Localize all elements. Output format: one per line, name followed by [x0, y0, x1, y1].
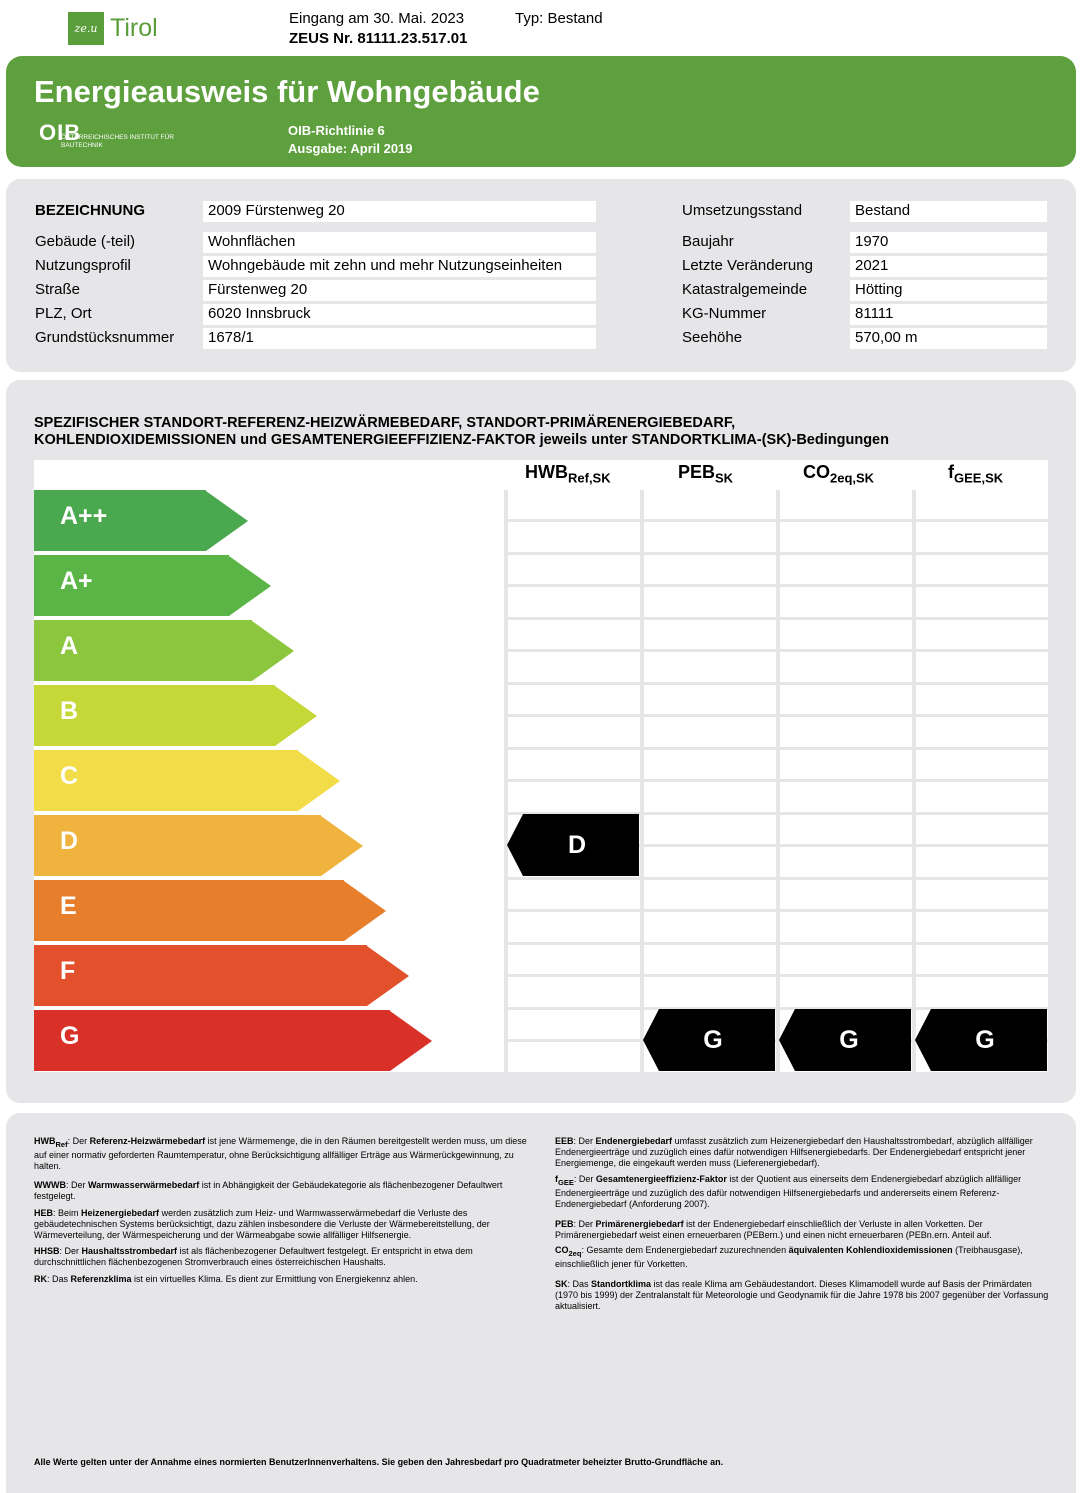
chart-row-divider — [504, 714, 1048, 717]
rating-marker — [643, 1009, 775, 1071]
energy-class-label: A — [60, 632, 79, 660]
oib-ausgabe: Ausgabe: April 2019 — [288, 141, 413, 156]
glossary-co2: $CO_{2eq}$: Gesamte dem Endenergiebedarf zuzurechnenden äquivalenten Kohlendioxidemissionen (Treibhausgase), einschließlich jener für Vorketten. — [555, 1245, 1023, 1269]
glossary-wwwb: WWWB: Der Warmwasserwärmebedarf ist in Abhängigkeit der Gebäudekategorie als flächenbezogener Defaultwert festgelegt. — [34, 1180, 503, 1201]
glossary-sk: SK: Das Standortklima ist das reale Klima am Gebäudestandort. Dieses Klimamodell wurde auf Basis der Primärdaten (1970 bis 1999) der Zentralanstalt für Meteorologie und Geodynamik für die Jahre 1978 bis 2007 gegenüber der Vorfassung aktualisiert. — [555, 1279, 1049, 1311]
glossary-highlight: Haushaltsstrombedarf — [81, 1246, 178, 1256]
typ-label: Typ: Bestand — [515, 10, 603, 27]
info-label-right: KG-Nummer — [682, 305, 767, 322]
glossary-term-sub: 2eq — [568, 1248, 582, 1258]
info-label-left: BEZEICHNUNG — [35, 202, 146, 219]
arrow-tip — [206, 491, 248, 551]
oib-richtlinie: OIB-Richtlinie 6 — [288, 123, 385, 138]
chart-row-divider — [504, 779, 1048, 782]
oib-institute-name: ÖSTERREICHISCHES INSTITUT FÜR BAUTECHNIK — [61, 134, 174, 149]
arrow-tip — [344, 881, 386, 941]
rating-marker-label: D — [567, 831, 587, 859]
glossary-term: EEB — [555, 1136, 574, 1146]
glossary-hhsb: HHSB: Der Haushaltsstrombedarf ist als flächenbezogener Defaultwert festgelegt. Er entspricht in etwa dem durchschnittlichen flächenbezogenen Stromverbrauch eines österreichischen Haushalts. — [34, 1246, 473, 1267]
energy-class-label: C — [60, 762, 79, 790]
arrow-body — [34, 945, 367, 1006]
glossary-term: HEB — [34, 1208, 54, 1218]
info-value-left: Fürstenweg 20 — [203, 280, 596, 301]
zeus-number: ZEUS Nr. 81111.23.517.01 — [289, 30, 468, 47]
tirol-logo-mark: ze.u — [68, 12, 104, 45]
chart-row-divider — [504, 682, 1048, 685]
oib-logo: OIB — [39, 120, 82, 145]
glossary-highlight: Referenz-Heizwärmebedarf — [89, 1136, 206, 1146]
glossary-highlight: Endenergiebedarf — [595, 1136, 673, 1146]
energy-class-arrow — [34, 620, 294, 681]
rating-marker-label: G — [839, 1026, 859, 1054]
glossary-term-sub: Ref — [55, 1139, 68, 1149]
arrow-body — [34, 880, 344, 941]
info-value-right: 2021 — [850, 256, 1047, 277]
glossary-highlight: Heizenergiebedarf — [81, 1208, 160, 1218]
chart-row-divider — [504, 649, 1048, 652]
rating-marker — [779, 1009, 911, 1071]
chart-title-line-2: KOHLENDIOXIDEMISSIONEN und GESAMTENERGIEEFFIZIENZ-FAKTOR jeweils unter STANDORTKLIMA-(SK)-Bedingungen — [34, 432, 889, 448]
energy-class-label: A+ — [60, 567, 93, 595]
glossary-fgee: $f_{GEE}$: Der Gesamtenergieeffizienz-Faktor ist der Quotient aus einerseits dem Endenergiebedarf abzüglich allfälliger Endenergieerträge und zuzüglich des dafür notwendigen Hilfsenergiebedarfs und andererseits einem Referenz-Endenergiebedarf (Anforderung 2007). — [555, 1174, 1022, 1209]
chart-column-header — [803, 462, 874, 486]
arrow-tip — [298, 751, 340, 811]
chart-column-header — [678, 462, 733, 486]
info-label-left: Gebäude (-teil) — [35, 233, 136, 250]
glossary-term: CO — [555, 1245, 569, 1255]
eingang-date: Eingang am 30. Mai. 2023 — [289, 10, 465, 27]
glossary-highlight: äquivalenten Kohlendioxidemissionen — [788, 1245, 953, 1255]
chart-row-divider — [504, 942, 1048, 945]
energy-class-arrow — [34, 880, 386, 941]
info-label-left: PLZ, Ort — [35, 305, 92, 322]
column-header-main: CO — [803, 462, 830, 482]
energy-class-label: E — [60, 892, 77, 920]
chart-column-header — [948, 462, 1003, 486]
glossary-highlight: Gesamtenergieeffizienz-Faktor — [595, 1174, 727, 1184]
arrow-tip — [390, 1011, 432, 1071]
glossary-highlight: Referenzklima — [70, 1274, 132, 1284]
arrow-tip — [252, 621, 294, 681]
chart-column-header — [525, 462, 611, 486]
chart-row-divider — [504, 877, 1048, 880]
energy-class-arrow — [34, 815, 363, 876]
chart-row-divider — [504, 909, 1048, 912]
energy-class-arrow — [34, 685, 317, 746]
column-header-sub: 2eq,SK — [830, 470, 875, 486]
info-value-right: Bestand — [850, 201, 1047, 222]
energy-class-arrow — [34, 750, 340, 811]
energy-class-label: F — [60, 957, 76, 985]
energy-class-label: D — [60, 827, 79, 855]
chart-row-divider — [504, 974, 1048, 977]
column-header-sub: GEE,SK — [954, 470, 1004, 486]
info-value-right: Hötting — [850, 280, 1047, 301]
column-header-main: HWB — [525, 462, 568, 482]
glossary-eeb: EEB: Der Endenergiebedarf umfasst zusätzlich zum Heizenergiebedarf den Haushaltsstrombedarf, abzüglich allfälliger Endenergieerträge und zuzüglich eines dafür notwendigen Hilfsenergiebedarfs. Der Endenergiebedarf entspricht jener Energiemenge, die eingekauft werden muss (Lieferenergiebedarf). — [555, 1136, 1033, 1168]
glossary-highlight: Standortklima — [591, 1279, 652, 1289]
info-value-left: 1678/1 — [203, 328, 596, 349]
glossary-highlight: Warmwasserwärmebedarf — [88, 1180, 200, 1190]
tirol-logo-text: Tirol — [110, 14, 158, 42]
footer-note: Alle Werte gelten unter der Annahme eines normierten BenutzerInnenverhaltens. Sie geben den Jahresbedarf pro Quadratmeter beheizter Brutto-Grundfläche an. — [34, 1457, 724, 1467]
arrow-body — [34, 1010, 390, 1071]
energy-class-label: B — [60, 697, 79, 725]
info-label-left: Nutzungsprofil — [35, 257, 131, 274]
arrow-tip — [275, 686, 317, 746]
glossary-heb: HEB: Beim Heizenergiebedarf werden zusätzlich zum Heiz- und Warmwasserwärmebedarf die Verluste des gebäudetechnischen Systems berücksichtigt, dazu zählen insbesondere die Verluste der Wärmebereitstellung, der Wärmeverteilung, der Wärmespeicherung und der Wärmeabgabe sowie allfälliger Hilfsenergie. — [34, 1208, 490, 1240]
rating-marker — [915, 1009, 1047, 1071]
info-value-right: 1970 — [850, 232, 1047, 253]
info-value-right: 81111 — [850, 304, 1047, 325]
glossary-term: RK — [34, 1274, 47, 1284]
info-value-right: 570,00 m — [850, 328, 1047, 349]
chart-title-line-1: SPEZIFISCHER STANDORT-REFERENZ-HEIZWÄRMEBEDARF, STANDORT-PRIMÄRENERGIEBEDARF, — [34, 415, 736, 431]
info-value-left: Wohnflächen — [203, 232, 596, 253]
glossary-term: HWB — [34, 1136, 56, 1146]
info-label-left: Grundstücksnummer — [35, 329, 175, 346]
rating-marker — [507, 814, 639, 876]
energy-class-arrow — [34, 555, 271, 616]
chart-row-divider — [504, 617, 1048, 620]
rating-marker-label: G — [703, 1026, 723, 1054]
chart-row-divider — [504, 519, 1048, 522]
rating-marker-label: G — [975, 1026, 995, 1054]
energy-class-label: G — [60, 1022, 80, 1050]
glossary-term-sub: GEE — [558, 1177, 574, 1187]
info-label-left: Straße — [35, 281, 81, 298]
info-label-right: Umsetzungsstand — [682, 202, 803, 219]
column-header-main: PEB — [678, 462, 716, 482]
column-header-main: f — [948, 462, 954, 482]
glossary-term: WWWB — [34, 1180, 66, 1190]
arrow-tip — [229, 556, 271, 616]
energy-class-arrow — [34, 1010, 432, 1071]
glossary-highlight: Primärenergiebedarf — [595, 1219, 684, 1229]
chart-row-divider — [504, 552, 1048, 555]
energy-class-arrow — [34, 490, 248, 551]
arrow-tip — [367, 946, 409, 1006]
glossary-term: HHSB — [34, 1246, 60, 1256]
column-header-sub: SK — [715, 470, 734, 486]
energy-class-label: A++ — [60, 502, 108, 530]
arrow-tip — [321, 816, 363, 876]
glossary-peb: PEB: Der Primärenergiebedarf ist der Endenergiebedarf einschließlich der Verluste in allen Vorketten. Der Primärenergiebedarf weist einen erneuerbaren (PEBern.) und einen nicht erneuerbaren (PEBn.ern. Anteil auf. — [555, 1219, 992, 1240]
info-label-right: Seehöhe — [682, 329, 743, 346]
title-banner — [6, 56, 1076, 167]
info-label-right: Baujahr — [682, 233, 734, 250]
glossary-term: PEB — [555, 1219, 574, 1229]
glossary-term: SK — [555, 1279, 568, 1289]
glossary-rk: RK: Das Referenzklima ist ein virtuelles Klima. Es dient zur Ermittlung von Energiekennz ahlen. — [34, 1274, 418, 1284]
glossary-term: f — [555, 1174, 558, 1184]
energy-class-arrow — [34, 945, 409, 1006]
chart-row-divider — [504, 1072, 1048, 1075]
info-value-left: 2009 Fürstenweg 20 — [203, 201, 596, 222]
info-value-left: 6020 Innsbruck — [203, 304, 596, 325]
glossary-hwb: $HWB_{Ref}$: Der Referenz-Heizwärmebedarf ist jene Wärmemenge, die in den Räumen bereitgestellt werden muss, um diese auf einer normativ geforderten Raumtemperatur, ohne Berücksichtigung allfälliger Erträge aus Wärmerückgewinnung, zu halten. — [34, 1136, 527, 1171]
info-label-right: Letzte Veränderung — [682, 257, 813, 274]
column-header-sub: Ref,SK — [568, 470, 611, 486]
chart-row-divider — [504, 747, 1048, 750]
info-label-right: Katastralgemeinde — [682, 281, 808, 298]
page-title: Energieausweis für Wohngebäude — [34, 74, 540, 109]
chart-row-divider — [504, 584, 1048, 587]
info-value-left: Wohngebäude mit zehn und mehr Nutzungseinheiten — [203, 256, 596, 277]
